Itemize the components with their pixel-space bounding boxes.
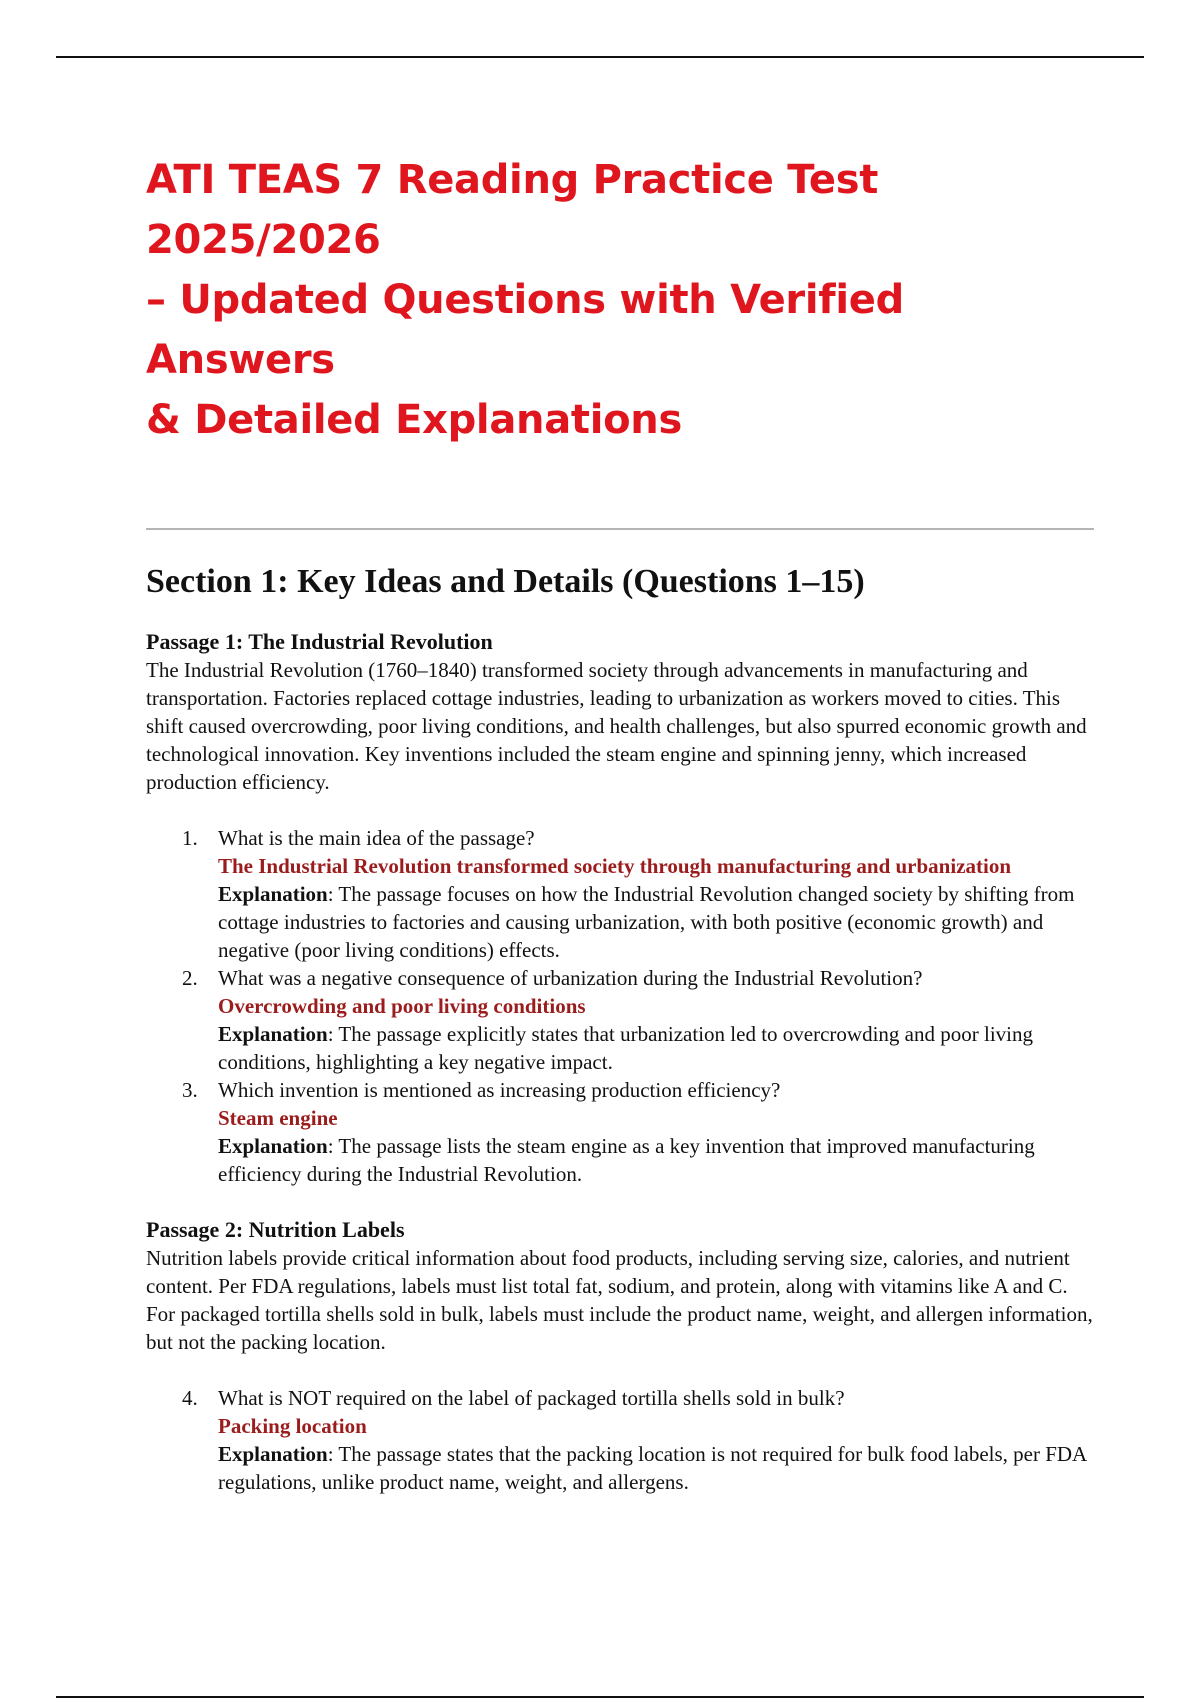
bottom-rule [56, 1696, 1144, 1698]
question-text: Which invention is mentioned as increasing production efficiency? [218, 1078, 781, 1102]
question-item [146, 1076, 1094, 1188]
explanation-label: Explanation [218, 1134, 328, 1158]
question-number: 3. [182, 1078, 198, 1102]
explanation-text: : The passage explicitly states that urbanization led to overcrowding and poor living conditions, highlighting a key negative impact. [218, 1022, 1033, 1074]
question-text: What is NOT required on the label of packaged tortilla shells sold in bulk? [218, 1386, 845, 1410]
question-item [146, 1384, 1094, 1496]
question-item [146, 964, 1094, 1076]
explanation-label: Explanation [218, 1442, 328, 1466]
explanation-text: : The passage lists the steam engine as a key invention that improved manufacturing efficiency during the Industrial Revolution. [218, 1134, 1035, 1186]
explanation-text: : The passage focuses on how the Industrial Revolution changed society by shifting from cottage industries to factories and causing urbanization, with both positive (economic growth) and negative (poor living conditions) effects. [218, 882, 1075, 962]
explanation [218, 1020, 1094, 1076]
passage-text: The Industrial Revolution (1760–1840) transformed society through advancements in manufacturing and transportation. Factories replaced cottage industries, leading to urbanization as workers moved to cities. This shift caused overcrowding, poor living conditions, and health challenges, but also spurred economic growth and technological innovation. Key inventions included the steam engine and spinning jenny, which increased production efficiency. [146, 658, 1087, 794]
document-title [146, 150, 1094, 450]
question-list [146, 824, 1094, 1188]
question-text: What is the main idea of the passage? [218, 826, 535, 850]
question-number: 2. [182, 966, 198, 990]
answer-text: Overcrowding and poor living conditions [218, 994, 586, 1018]
passage-2 [146, 1216, 1094, 1496]
section-heading: Section 1: Key Ideas and Details (Questions 1–15) [146, 563, 865, 600]
top-rule [56, 56, 1144, 58]
explanation [218, 880, 1094, 964]
explanation-text: : The passage states that the packing location is not required for bulk food labels, per FDA regulations, unlike product name, weight, and allergens. [218, 1442, 1087, 1494]
title-separator [146, 528, 1094, 530]
title-line-3: & Detailed Explanations [146, 397, 682, 443]
document-page [146, 150, 1094, 1496]
title-line-1: ATI TEAS 7 Reading Practice Test 2025/2026 [146, 157, 879, 263]
question-number: 4. [182, 1386, 198, 1410]
explanation [218, 1440, 1094, 1496]
question-text: What was a negative consequence of urbanization during the Industrial Revolution? [218, 966, 923, 990]
explanation-label: Explanation [218, 882, 328, 906]
answer-text: The Industrial Revolution transformed society through manufacturing and urbanization [218, 854, 1012, 878]
question-list [146, 1384, 1094, 1496]
question-number: 1. [182, 826, 198, 850]
explanation-label: Explanation [218, 1022, 328, 1046]
passage-text: Nutrition labels provide critical information about food products, including serving size, calories, and nutrient content. Per FDA regulations, labels must list total fat, sodium, and protein, along with vitamins like A and C. For packaged tortilla shells sold in bulk, labels must include the product name, weight, and allergen information, but not the packing location. [146, 1246, 1093, 1354]
title-line-2: – Updated Questions with Verified Answers [146, 277, 904, 383]
passage-1 [146, 628, 1094, 1188]
answer-text: Packing location [218, 1414, 367, 1438]
question-item [146, 824, 1094, 964]
passage-title: Passage 1: The Industrial Revolution [146, 629, 493, 654]
answer-text: Steam engine [218, 1106, 338, 1130]
explanation [218, 1132, 1094, 1188]
passage-title: Passage 2: Nutrition Labels [146, 1217, 405, 1242]
